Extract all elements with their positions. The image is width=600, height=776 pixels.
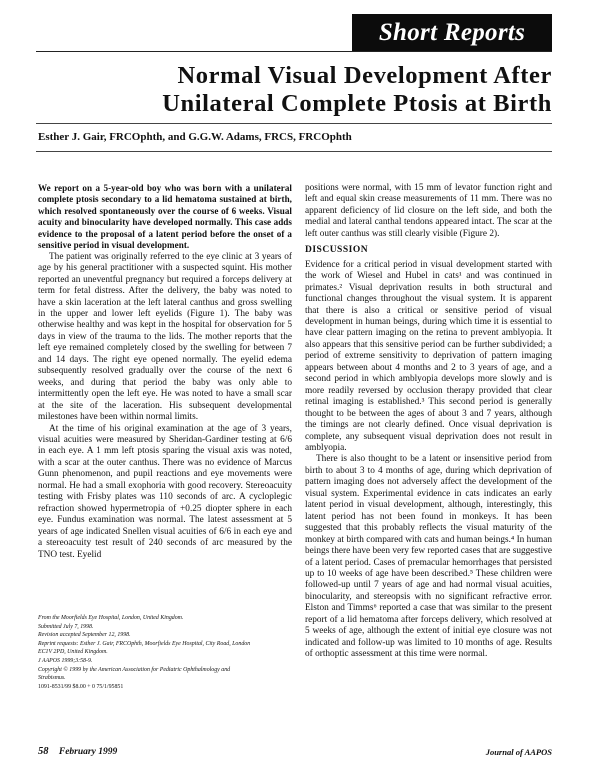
article-title <box>100 62 552 118</box>
body-paragraph: The patient was originally referred to the eye clinic at 3 years of age by his general practitioner with a suspected squint. His mother reported an uneventful pregnancy but required a forceps delivery at term for fetal distress. After the delivery, the baby was noted to have a skin laceration at the left lateral canthus and gross swelling in the upper and lower left eyelids (Figure 1). The baby was otherwise healthy and was kept in the hospital for observation for 5 days in view of the trauma to the lids. The mother reports that the left eye remained completely closed by the swelling for between 7 and 14 days. The right eye opened normally. The eyelid edema subsequently resolved gradually over the course of the next 6 weeks, and during that period the baby was only able to intermittently open the left eye. He was noted to have a small scar at the site of the laceration. His subsequent developmental milestones have been within normal limits. <box>38 251 292 423</box>
author-line: Esther J. Gair, FRCOphth, and G.G.W. Adams, FRCS, FRCOphth <box>38 131 352 143</box>
footnote-revision: Revision accepted September 12, 1998. <box>38 632 131 639</box>
footnote-reprint: Reprint requests: Esther J. Gair, FRCOphth, Moorfields Eye Hospital, City Road, London <box>38 640 251 647</box>
section-banner: Short Reports <box>352 14 552 52</box>
right-column <box>305 183 552 661</box>
journal-name: Journal of AAPOS <box>485 747 552 757</box>
footnote-copyright-cont: Strabismus. <box>38 675 66 682</box>
abstract: We report on a 5-year-old boy who was born with a unilateral complete ptosis secondary to a lid hematoma sustained at birth, which resolved spontaneously over the course of 6 weeks. Visual acuity and binocularity have developed normally. This case adds evidence to the proposal of a latent period before the onset of a sensitive period in visual development. <box>38 183 292 251</box>
page-number: 58 <box>38 746 49 757</box>
body-paragraph: Evidence for a critical period in visual development started with the work of Wiesel and Hubel in cats¹ and was continued in primates.² Visual deprivation results in both structural and functional changes throughout the visual system. It is apparent that there is also a critical or sensitive period of visual development in human beings, during which time it is essential to have clear pattern imaging on the retina to prevent amblyopia. It also appears that this sensitive period can be further subdivided; a period of extreme sensitivity to deprivation of pattern imaging appears between about 4 months and 2 to 3 years of age, and a second period in which amblyopia develops more slowly and is more readily reversed by occlusion therapy provided that clear retinal imaging is established.³ This second period is generally thought to be between the ages of about 3 and 7 years, although the timings are not clearly defined. Once visual deprivation is complete, any subsequent visual deprivation does not result in amblyopia. <box>305 259 552 453</box>
footnote-copyright: Copyright © 1999 by the American Association for Pediatric Ophthalmology and <box>38 666 231 673</box>
issue-date: February 1999 <box>58 747 118 757</box>
title-rule <box>36 123 552 124</box>
page-footer <box>38 746 117 757</box>
body-paragraph: positions were normal, with 15 mm of levator function right and left and equal skin crease measurements of 11 mm. There was no apparent deficiency of lid closure on the left side, and both the medial and lateral canthal tendons appeared intact. The scar at the left outer canthus was still clearly visible (Figure 2). <box>305 183 552 239</box>
title-line-1: Normal Visual Development After <box>177 62 552 89</box>
header-rule <box>36 51 552 52</box>
footnote-code: 1091-8531/99 $8.00 + 0 75/1/95851 <box>38 683 124 690</box>
footnotes <box>38 614 292 691</box>
author-rule <box>36 151 552 152</box>
body-paragraph: At the time of his original examination at the age of 3 years, visual acuities were measured by Sheridan-Gardiner testing at 6/6 in each eye. A 1 mm left ptosis sparing the visual axis was noted, with a scar at the outer canthus. There was no evidence of Marcus Gunn phenomenon, and pupil reactions and eye movements were normal. He had a small exophoria with good recovery. Stereoacuity testing with Frisby plates was 110 seconds of arc. A cycloplegic refraction showed hypermetropia of +0.25 diopter sphere in each eye. Fundus examination was normal. The latest assessment at 5 years of age indicated Snellen visual acuities of 6/6 in each eye and a stereoacuity test result of 240 seconds of arc measured by the TNO test. Eyelid <box>38 423 292 560</box>
left-column <box>38 183 292 561</box>
title-line-2: Unilateral Complete Ptosis at Birth <box>162 90 552 117</box>
section-heading: DISCUSSION <box>305 245 369 256</box>
body-paragraph: There is also thought to be a latent or insensitive period from birth to about 3 to 4 months of age, during which deprivation of pattern imaging does not adversely affect the development of the visual system. Experimental evidence in cats indicates an early latent period in visual development, although, interestingly, this latent period has not been found in monkeys. It has been suggested that this probably reflects the visual maturity of the monkey at birth compared with cats and human beings.⁴ In human beings there have been very few reported cases that are suggestive of a latent period. Cases of premacular hemorrhages that persisted up to 10 weeks of age have been described.⁵ These children were followed-up until 7 years of age and had normal visual acuities, binocularity, and stereopsis with no significant refractive error. Elston and Timms⁶ reported a case that was similar to the present report of a lid hematoma after forceps delivery, which resolved at 5 weeks of age, although the extent of initial eye closure was not indicated and follow-up was limited to 10 months of age. Results of orthoptic assessment at this time were normal. <box>305 454 552 660</box>
footnote-reprint-cont: EC1V 2PD, United Kingdom. <box>38 649 108 656</box>
footnote-affiliation: From the Moorfields Eye Hospital, London, United Kingdom. <box>38 615 184 621</box>
footnote-citation: J AAPOS 1999;3:58-9. <box>38 657 93 664</box>
footnote-submitted: Submitted July 7, 1998. <box>38 623 94 630</box>
